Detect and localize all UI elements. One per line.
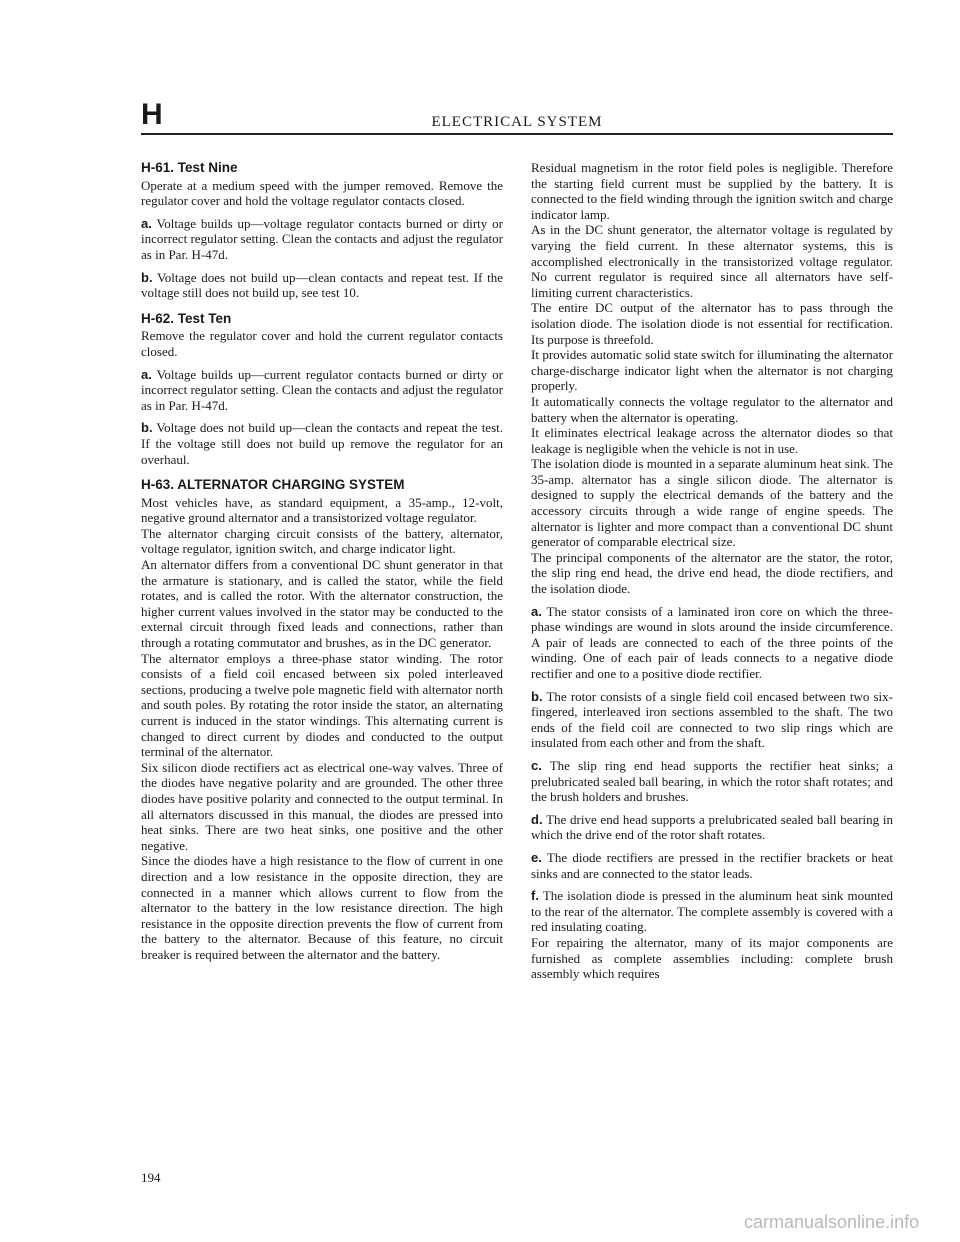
paragraph: The alternator employs a three-phase stator winding. The rotor consists of a field coil encased between six poled interleaved sections, producing a twelve pole magnetic field with alternator north and south poles. By rotating the rotor inside the stator, an alternating current is induced in the stator windings. This alternating current is changed to direct current by diodes and conducted to the output terminal of the alternator. bbox=[141, 650, 503, 760]
item-label: a. bbox=[141, 366, 152, 382]
item-text: Voltage does not build up—clean the contacts and repeat the test. If the voltage still does not build up remove the regulator for an overhaul. bbox=[141, 420, 504, 467]
item-text: The slip ring end head supports the rectifier heat sinks; a prelubricated sealed ball bearing, in which the rotor shaft rotates; and the brush holders and brushes. bbox=[531, 757, 893, 805]
section-letter: H bbox=[141, 98, 163, 131]
paragraph: For repairing the alternator, many of its major components are furnished as complete assemblies including: complete brush assembly which requires bbox=[531, 934, 893, 982]
item-text: Voltage builds up—current regulator contacts burned or dirty or incorrect regulator setting. Clean the contacts and adjust the regulator as in Par. H-47d. bbox=[141, 366, 503, 413]
site-watermark: carmanualsonline.info bbox=[744, 1212, 920, 1232]
paragraph: It automatically connects the voltage regulator to the alternator and battery when the alternator is operating. bbox=[531, 393, 893, 425]
item-label: b. bbox=[141, 420, 153, 436]
paragraph: The principal components of the alternator are the stator, the rotor, the slip ring end head, the drive end head, the diode rectifiers, and the isolation diode. bbox=[531, 549, 893, 597]
item-text: The rotor consists of a single field coil encased between two six-fingered, interleaved iron sections assembled to the shaft. The two ends of the field coil are connected to two slip rings which are insulated from each other and from the shaft. bbox=[531, 688, 893, 751]
item-label: a. bbox=[531, 603, 542, 619]
paragraph: It eliminates electrical leakage across the alternator diodes so that leakage is negligible when the vehicle is not in use. bbox=[531, 425, 893, 456]
item-label: b. bbox=[531, 688, 543, 704]
paragraph: The alternator charging circuit consists of the battery, alternator, voltage regulator, ignition switch, and charge indicator light. bbox=[141, 525, 503, 557]
item-text: Voltage builds up—voltage regulator contacts burned or dirty or incorrect regulator setting. Clean the contacts and adjust the regulator as in Par. H-47d. bbox=[141, 215, 504, 262]
section-heading: H-63. ALTERNATOR CHARGING SYSTEM bbox=[141, 477, 405, 493]
item-label: a. bbox=[141, 215, 152, 231]
section-heading: H-62. Test Ten bbox=[141, 310, 232, 326]
header-rule bbox=[141, 133, 893, 135]
list-item bbox=[531, 850, 893, 881]
list-item bbox=[531, 604, 893, 682]
paragraph: Residual magnetism in the rotor field poles is negligible. Therefore the starting field current must be supplied by the battery. It is connected to the field winding through the ignition switch and charge indicator lamp. bbox=[531, 160, 893, 222]
paragraph: Operate at a medium speed with the jumper removed. Remove the regulator cover and hold the voltage regulator contacts closed. bbox=[141, 177, 503, 209]
paragraph: Most vehicles have, as standard equipment, a 35-amp., 12-volt, negative ground alternator and a transistorized voltage regulator. bbox=[141, 494, 503, 526]
list-item bbox=[141, 367, 503, 414]
page-header bbox=[141, 100, 893, 134]
list-item bbox=[141, 270, 503, 301]
item-label: c. bbox=[531, 757, 542, 773]
item-text: Voltage does not build up—clean contacts and repeat test. If the voltage still does not build up, see test 10. bbox=[141, 269, 503, 301]
item-label: f. bbox=[531, 888, 539, 904]
running-head-title: ELECTRICAL SYSTEM bbox=[431, 114, 603, 130]
paragraph: The isolation diode is mounted in a separate aluminum heat sink. The 35-amp. alternator has a single silicon diode. The alternator is designed to supply the electrical demands of the battery and the accessory circuits through a wide range of engine speeds. The alternator is lighter and more compact than a conventional DC shunt generator of comparable electrical size. bbox=[531, 456, 893, 550]
list-item bbox=[141, 216, 503, 263]
list-item bbox=[531, 689, 893, 751]
item-text: The drive end head supports a prelubricated sealed ball bearing in which the drive end of the rotor shaft rotates. bbox=[531, 811, 894, 843]
item-label: e. bbox=[531, 849, 542, 865]
list-item bbox=[531, 888, 893, 935]
right-column bbox=[531, 160, 893, 982]
page-number: 194 bbox=[141, 1170, 161, 1185]
item-label: b. bbox=[141, 269, 153, 285]
paragraph: It provides automatic solid state switch for illuminating the alternator charge-discharge indicator light when the alternator is not charging properly. bbox=[531, 347, 893, 394]
list-item bbox=[531, 812, 893, 843]
paragraph: Six silicon diode rectifiers act as electrical one-way valves. Three of the diodes have negative polarity and are grounded. The other three diodes have positive polarity and connected to the output terminal. In all alternators discussed in this manual, the diodes are pressed into heat sinks. There are two heat sinks, one positive and the other negative. bbox=[141, 759, 503, 853]
paragraph: Remove the regulator cover and hold the current regulator contacts closed. bbox=[141, 328, 503, 359]
item-text: The isolation diode is pressed in the aluminum heat sink mounted to the rear of the alternator. The complete assembly is covered with a red insulating coating. bbox=[531, 888, 894, 935]
paragraph: An alternator differs from a conventional DC shunt generator in that the armature is stationary, and is called the stator, while the field rotates, and is called the rotor. With the alternator construction, the higher current values involved in the stator may be conducted to the external circuit through fixed leads and connections, rather than through a rotating commutator and brushes, as in the DC generator. bbox=[141, 557, 503, 651]
left-column bbox=[141, 160, 503, 963]
paragraph: Since the diodes have a high resistance to the flow of current in one direction and a low resistance in the opposite direction, they are connected in a manner which allows current to flow from the alternator to the battery in the low resistance direction. The high resistance in the opposite direction prevents the flow of current from the battery to the alternator. Because of this feature, no circuit breaker is required between the alternator and the battery. bbox=[141, 853, 503, 962]
paragraph: As in the DC shunt generator, the alternator voltage is regulated by varying the field current. In these alternator systems, this is accomplished electronically in the transistorized voltage regulator. No current regulator is required since all alternators have self-limiting current characteristics. bbox=[531, 222, 893, 300]
item-text: The diode rectifiers are pressed in the rectifier brackets or heat sinks and are connected to the stator leads. bbox=[531, 849, 894, 881]
section-heading: H-61. Test Nine bbox=[141, 160, 238, 175]
list-item bbox=[531, 758, 893, 805]
item-label: d. bbox=[531, 811, 543, 827]
list-item bbox=[141, 420, 503, 467]
item-text: The stator consists of a laminated iron core on which the three-phase windings are wound in slots around the inside circumference. A pair of leads are connected to each of the three points of the winding. One of each pair of leads connects to a negative diode rectifier and one to a positive diode rectifier. bbox=[531, 603, 893, 681]
paragraph: The entire DC output of the alternator has to pass through the isolation diode. The isolation diode is not essential for rectification. Its purpose is threefold. bbox=[531, 300, 893, 347]
